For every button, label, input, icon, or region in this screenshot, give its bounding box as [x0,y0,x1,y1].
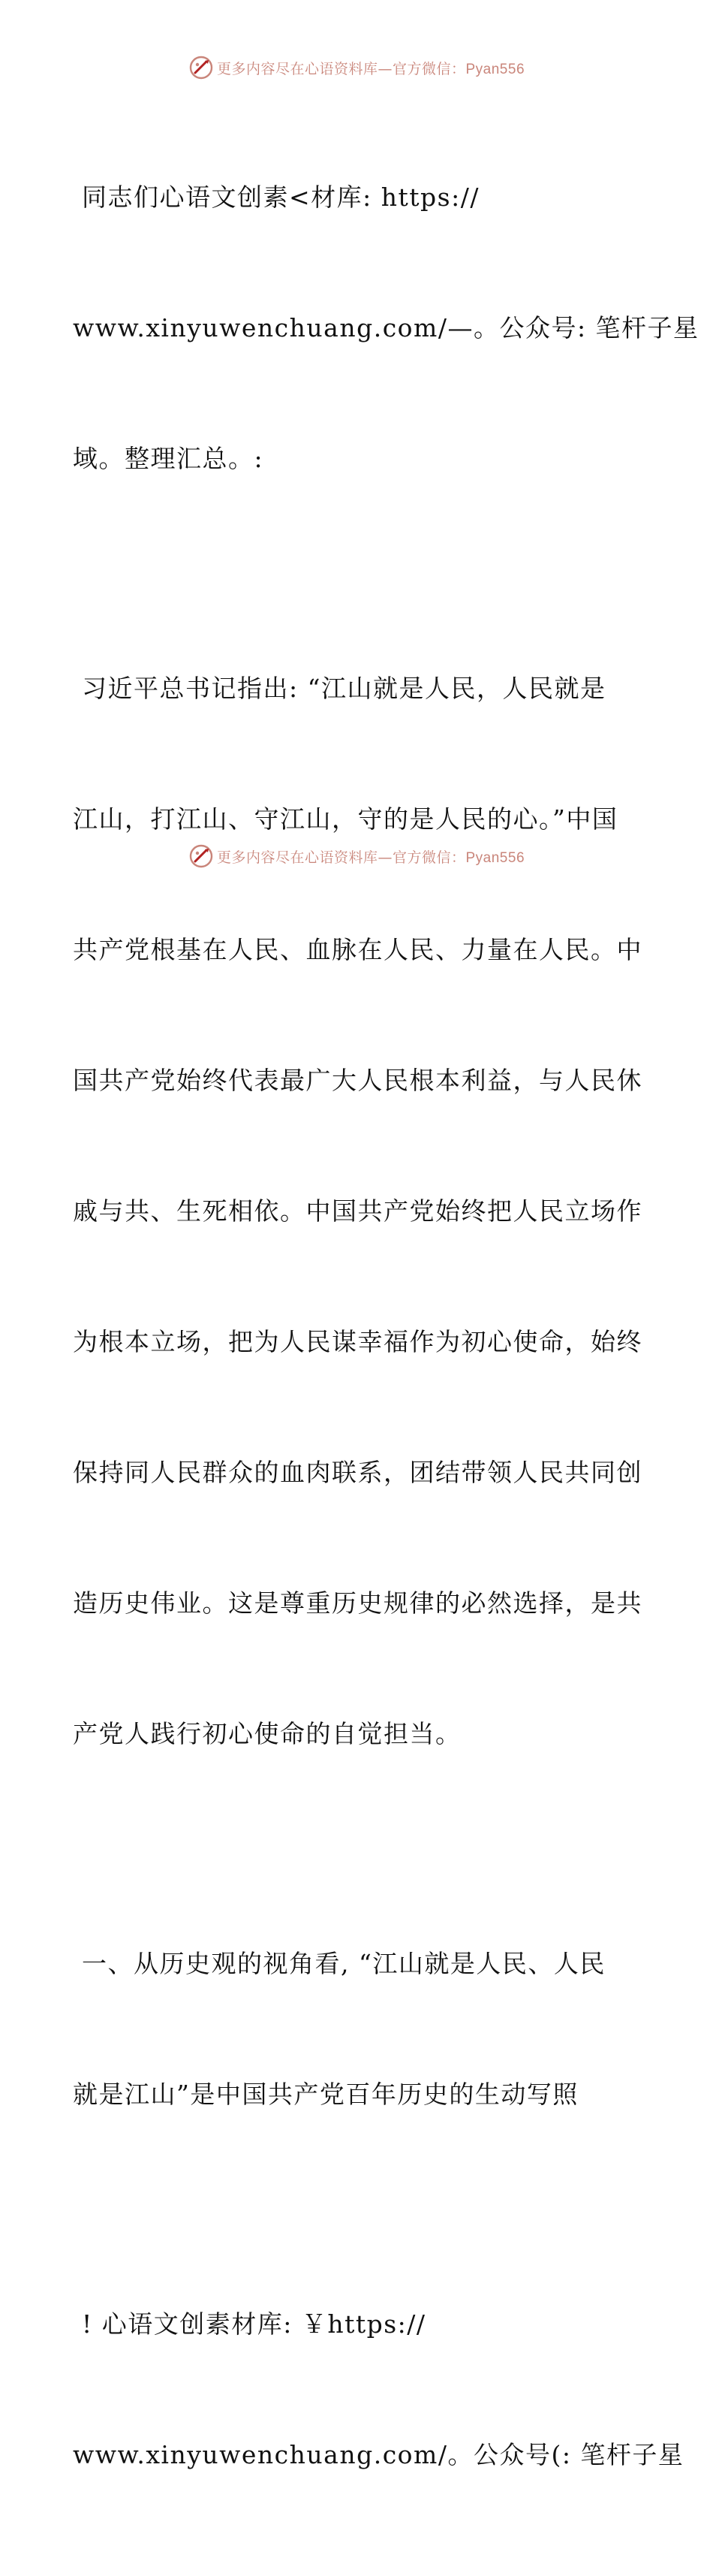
text-line: www.xinyuwenchuang.com/。公众号(: 笔杆子星 [73,2440,684,2469]
brand-logo-icon [188,55,214,80]
text-line: 保持同人民群众的血肉联系，团结带领人民共同创 [73,1458,642,1487]
text-line: 域。整理汇总。: [73,444,264,473]
paragraph-source-note [73,2216,684,2564]
text-line: 江山，打江山、守江山，守的是人民的心。”中国 [73,804,618,834]
text-line: www.xinyuwenchuang.com/—。公众号: 笔杆子星 [73,313,699,342]
text-line: 就是江山”是中国共产党百年历史的生动写照 [73,2080,579,2109]
text-line: 国共产党始终代表最广大人民根本利益，与人民休 [73,1066,642,1095]
banner-text: 更多内容尽在心语资料库—官方微信：Pyan556 [216,60,525,77]
text-line: 习近平总书记指出: “江山就是人民，人民就是 [73,674,606,703]
paragraph-intro-source [73,89,699,568]
text-line: 一、从历史观的视角看, “江山就是人民、人民 [73,1949,606,1978]
watermark-banner-bottom [0,841,713,871]
banner-text: 更多内容尽在心语资料库—官方微信：Pyan556 [216,849,525,866]
brand-logo-icon [188,843,214,869]
document-body [73,89,699,2576]
section-heading [73,1855,643,2203]
text-line: 同志们心语文创素<材库: https:// [73,182,480,212]
text-line: 产党人践行初心使命的自觉担当。 [73,1719,462,1748]
text-line: ! 心语文创素材库: ￥https:// [73,2309,426,2339]
paragraph-main [73,580,643,1843]
watermark-banner-top [0,53,713,83]
text-line: 共产党根基在人民、血脉在人民、力量在人民。中 [73,935,642,964]
text-line: 造历史伟业。这是尊重历史规律的必然选择，是共 [73,1588,642,1618]
text-line: 为根本立场，把为人民谋幸福作为初心使命，始终 [73,1327,642,1356]
text-line: 戚与共、生死相依。中国共产党始终把人民立场作 [73,1196,642,1226]
